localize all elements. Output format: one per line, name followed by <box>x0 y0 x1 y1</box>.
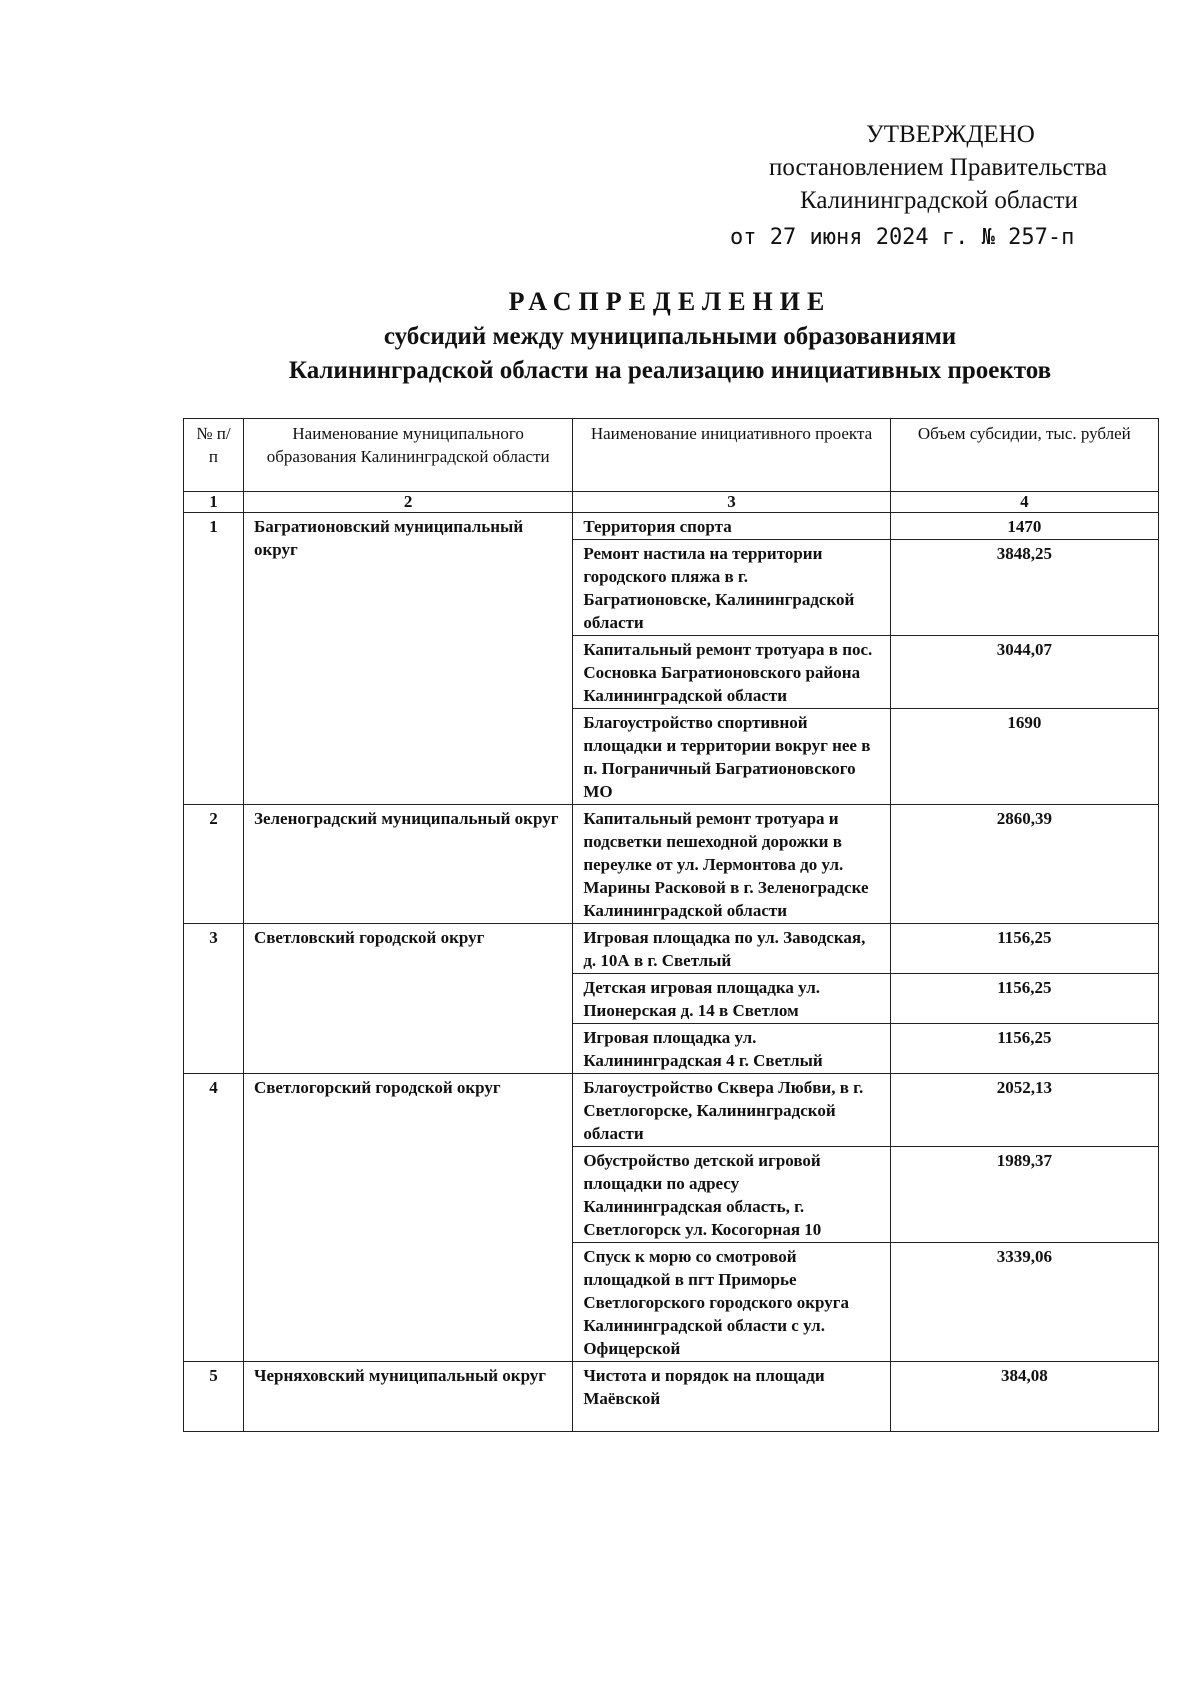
header-number: № п/п <box>184 419 244 492</box>
index-cell: 4 <box>890 492 1158 513</box>
subsidy-amount: 2860,39 <box>890 805 1158 924</box>
project-name: Капитальный ремонт тротуара в пос. Сосновка Багратионовского района Калининградской области <box>573 636 890 709</box>
municipality-name: Светлогорский городской округ <box>243 1074 572 1362</box>
project-name: Обустройство детской игровой площадки по адресу Калининградская область, г. Светлогорск ул. Косогорная 10 <box>573 1147 890 1243</box>
project-name: Благоустройство спортивной площадки и территории вокруг нее в п. Пограничный Багратионовского МО <box>573 709 890 805</box>
project-name: Ремонт настила на территории городского пляжа в г. Багратионовске, Калининградской области <box>573 540 890 636</box>
row-number: 4 <box>184 1074 244 1362</box>
project-name: Игровая площадка по ул. Заводская, д. 10А в г. Светлый <box>573 924 890 974</box>
project-name: Игровая площадка ул. Калининградская 4 г. Светлый <box>573 1024 890 1074</box>
subsidy-amount: 3848,25 <box>890 540 1158 636</box>
row-number: 1 <box>184 513 244 805</box>
subsidy-amount: 3044,07 <box>890 636 1158 709</box>
approval-line-3: Калининградской области <box>800 187 1078 214</box>
index-cell: 3 <box>573 492 890 513</box>
table-row <box>184 924 1159 974</box>
project-name: Капитальный ремонт тротуара и подсветки пешеходной дорожки в переулке от ул. Лермонтова до ул. Марины Расковой в г. Зеленоградске Калининградской области <box>573 805 890 924</box>
document-title <box>180 284 1160 388</box>
row-number: 3 <box>184 924 244 1074</box>
subsidy-amount: 1690 <box>890 709 1158 805</box>
index-cell: 1 <box>184 492 244 513</box>
project-name: Территория спорта <box>573 513 890 540</box>
project-name: Детская игровая площадка ул. Пионерская д. 14 в Светлом <box>573 974 890 1024</box>
table-index-row <box>184 492 1159 513</box>
title-line-1: РАСПРЕДЕЛЕНИЕ <box>508 287 832 316</box>
project-name: Спуск к морю со смотровой площадкой в пгт Приморье Светлогорского городского округа Калининградской области с ул. Офицерской <box>573 1243 890 1362</box>
table-row <box>184 1362 1159 1432</box>
subsidy-amount: 1470 <box>890 513 1158 540</box>
municipality-name: Черняховский муниципальный округ <box>243 1362 572 1432</box>
table-row <box>184 1074 1159 1147</box>
table-row <box>184 513 1159 540</box>
approval-date-number: от 27 июня 2024 г. № 257-п <box>730 225 1075 250</box>
subsidy-amount: 3339,06 <box>890 1243 1158 1362</box>
municipality-name: Зеленоградский муниципальный округ <box>243 805 572 924</box>
project-name: Чистота и порядок на площади Маёвской <box>573 1362 890 1432</box>
subsidy-amount: 1989,37 <box>890 1147 1158 1243</box>
subsidy-amount: 2052,13 <box>890 1074 1158 1147</box>
header-amount: Объем субсидии, тыс. рублей <box>890 419 1158 492</box>
project-name: Благоустройство Сквера Любви, в г. Светлогорске, Калининградской области <box>573 1074 890 1147</box>
row-number: 2 <box>184 805 244 924</box>
municipality-name: Светловский городской округ <box>243 924 572 1074</box>
subsidy-amount: 384,08 <box>890 1362 1158 1432</box>
row-number: 5 <box>184 1362 244 1432</box>
approval-stamp <box>700 118 1120 254</box>
header-project: Наименование инициативного проекта <box>573 419 890 492</box>
approval-line-1: УТВЕРЖДЕНО <box>866 121 1035 148</box>
subsidy-amount: 1156,25 <box>890 974 1158 1024</box>
distribution-table <box>183 418 1159 1432</box>
title-line-2: субсидий между муниципальными образованиями <box>383 323 957 350</box>
subsidy-amount: 1156,25 <box>890 1024 1158 1074</box>
approval-line-2: постановлением Правительства <box>769 154 1108 181</box>
title-line-3: Калининградской области на реализацию инициативных проектов <box>288 357 1052 384</box>
table-header-row <box>184 419 1159 492</box>
table-row <box>184 805 1159 924</box>
subsidy-amount: 1156,25 <box>890 924 1158 974</box>
municipality-name: Багратионовский муниципальный округ <box>243 513 572 805</box>
index-cell: 2 <box>243 492 572 513</box>
header-municipality: Наименование муниципального образования Калининградской области <box>243 419 572 492</box>
